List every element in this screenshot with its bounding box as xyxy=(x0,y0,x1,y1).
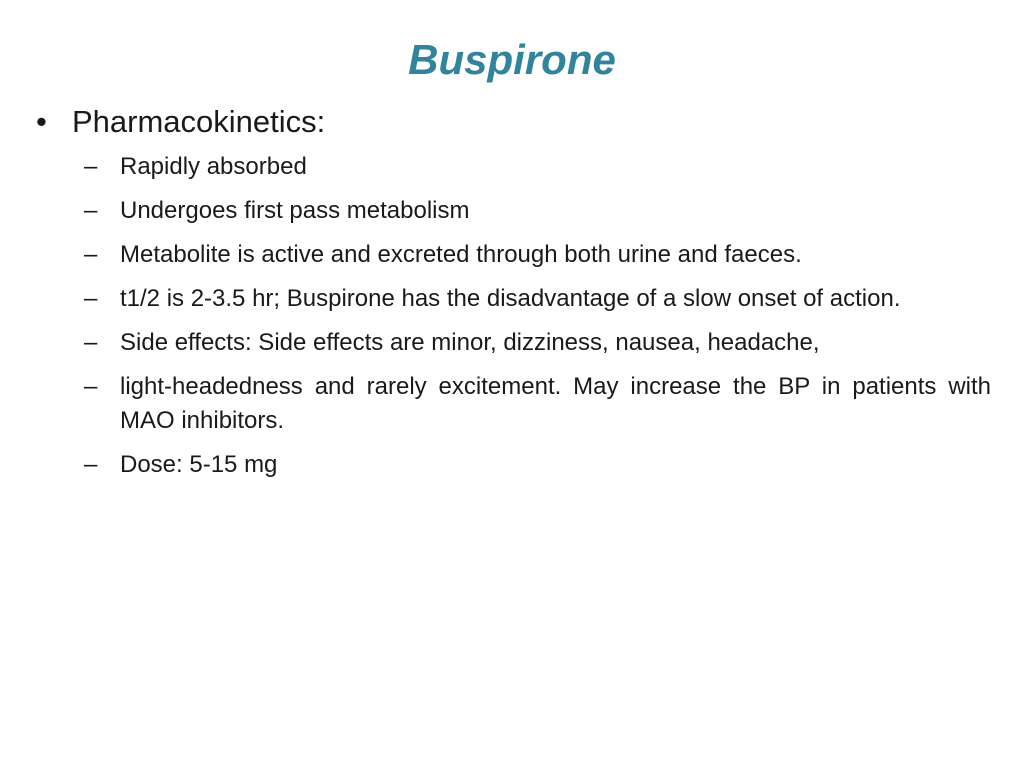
sub-bullet-text: light-headedness and rarely excitement. May increase the BP in patients with MAO inhibitors. xyxy=(120,373,991,434)
sub-bullet-text: Metabolite is active and excreted through both urine and faeces. xyxy=(120,241,802,268)
dash-marker: – xyxy=(84,285,98,312)
sub-bullet-half-life xyxy=(84,282,991,316)
bullet-text: Pharmacokinetics: xyxy=(72,104,326,139)
dash-marker: – xyxy=(84,451,98,478)
slide-title: Buspirone xyxy=(408,36,616,83)
dash-marker: – xyxy=(84,373,98,400)
sub-bullet-list xyxy=(36,150,991,482)
dash-marker: – xyxy=(84,329,98,356)
dash-marker: – xyxy=(84,241,98,268)
sub-bullet-bp-warning xyxy=(84,370,991,438)
sub-bullet-metabolism xyxy=(84,194,991,228)
sub-bullet-metabolite xyxy=(84,238,991,272)
sub-bullet-dose xyxy=(84,448,991,482)
slide-content xyxy=(36,100,991,492)
sub-bullet-text: t1/2 is 2-3.5 hr; Buspirone has the disadvantage of a slow onset of action. xyxy=(120,285,901,312)
dash-marker: – xyxy=(84,197,98,224)
bullet-pharmacokinetics xyxy=(36,100,991,144)
sub-bullet-text: Rapidly absorbed xyxy=(120,153,307,180)
sub-bullet-absorption xyxy=(84,150,991,184)
sub-bullet-text: Dose: 5-15 mg xyxy=(120,451,278,478)
bullet-marker: • xyxy=(36,104,47,139)
sub-bullet-text: Side effects: Side effects are minor, dizziness, nausea, headache, xyxy=(120,329,820,356)
sub-bullet-text: Undergoes first pass metabolism xyxy=(120,197,470,224)
dash-marker: – xyxy=(84,153,98,180)
sub-bullet-side-effects xyxy=(84,326,991,360)
